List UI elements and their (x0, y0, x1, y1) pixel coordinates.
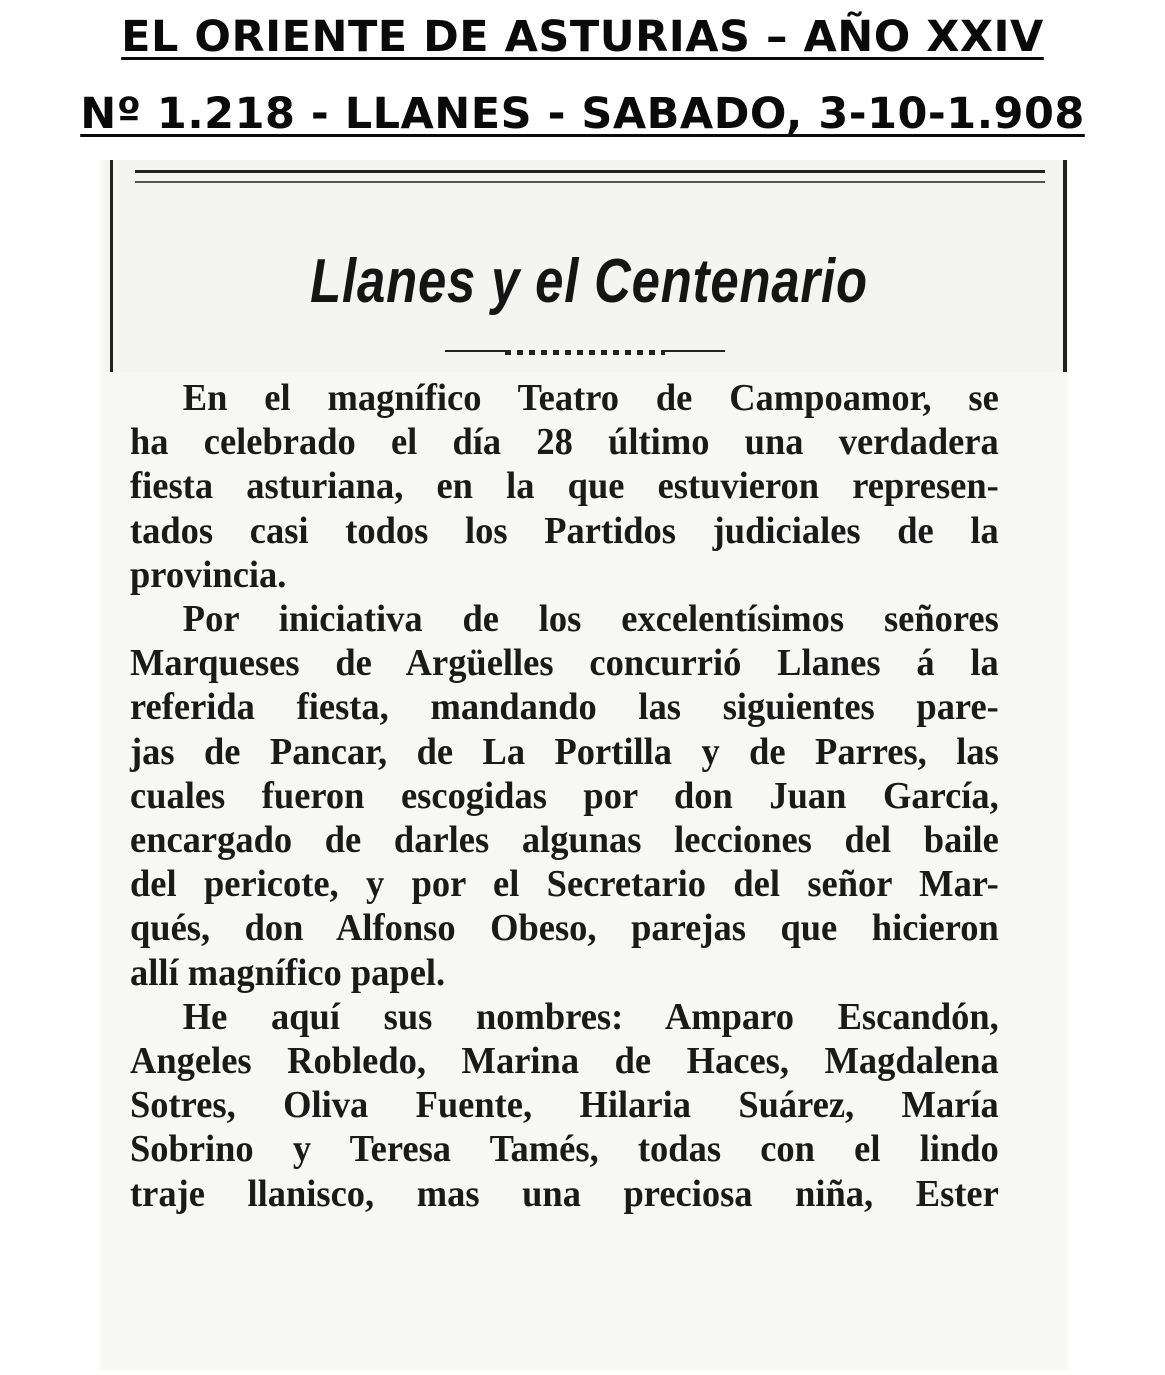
text-line: encargado de darles algunas lecciones del baile (130, 819, 999, 862)
text-line: He aquí sus nombres: Amparo Escandón, (182, 995, 999, 1038)
text-line: Por iniciativa de los excelentísimos señores (182, 598, 999, 641)
text-line: cuales fueron escogidas por don Juan García, (130, 774, 999, 817)
article-body (130, 376, 999, 1216)
ornament-bar-left (445, 350, 505, 352)
article-title: Llanes y el Centenario (310, 247, 868, 316)
text-line: jas de Pancar, de La Portilla y de Parres, las (130, 730, 999, 773)
text-line: ha celebrado el día 28 último una verdadera (130, 421, 999, 464)
text-line: qués, don Alfonso Obeso, parejas que hicieron (130, 907, 999, 950)
text-line: En el magnífico Teatro de Campoamor, se (182, 377, 999, 419)
text-line: del pericote, y por el Secretario del señor Mar- (130, 863, 999, 906)
ornament-dots (505, 346, 665, 356)
text-line: allí magnífico papel. (130, 951, 446, 994)
text-line: traje llanisco, mas una preciosa niña, Ester (130, 1172, 999, 1215)
paragraph-1 (130, 376, 999, 597)
header-issue-line: Nº 1.218 - LLANES - SABADO, 3-10-1.908 (80, 89, 1085, 139)
text-line: fiesta asturiana, en la que estuvieron represen- (130, 465, 999, 508)
paragraph-3 (130, 995, 999, 1216)
text-line: Angeles Robledo, Marina de Haces, Magdalena (130, 1040, 999, 1083)
ornament-bar-right (665, 350, 725, 352)
header-title: EL ORIENTE DE ASTURIAS – AÑO XXIV (121, 12, 1044, 62)
page-header (0, 0, 1165, 139)
text-line: Sobrino y Teresa Tamés, todas con el lindo (130, 1128, 999, 1171)
text-line: Sotres, Oliva Fuente, Hilaria Suárez, María (130, 1084, 999, 1127)
title-ornament (445, 346, 725, 356)
text-line: tados casi todos los Partidos judiciales de la (130, 509, 999, 552)
column-rule-right (1063, 160, 1067, 372)
paragraph-2 (130, 597, 999, 995)
clipping-title-block (105, 160, 1063, 372)
text-line: referida fiesta, mandando las siguientes pare- (130, 686, 999, 729)
text-line: provincia. (130, 553, 287, 596)
top-rule (135, 170, 1045, 183)
column-rule-left (110, 160, 113, 372)
newspaper-clipping (100, 160, 1068, 1370)
text-line: Marqueses de Argüelles concurrió Llanes á la (130, 642, 999, 685)
